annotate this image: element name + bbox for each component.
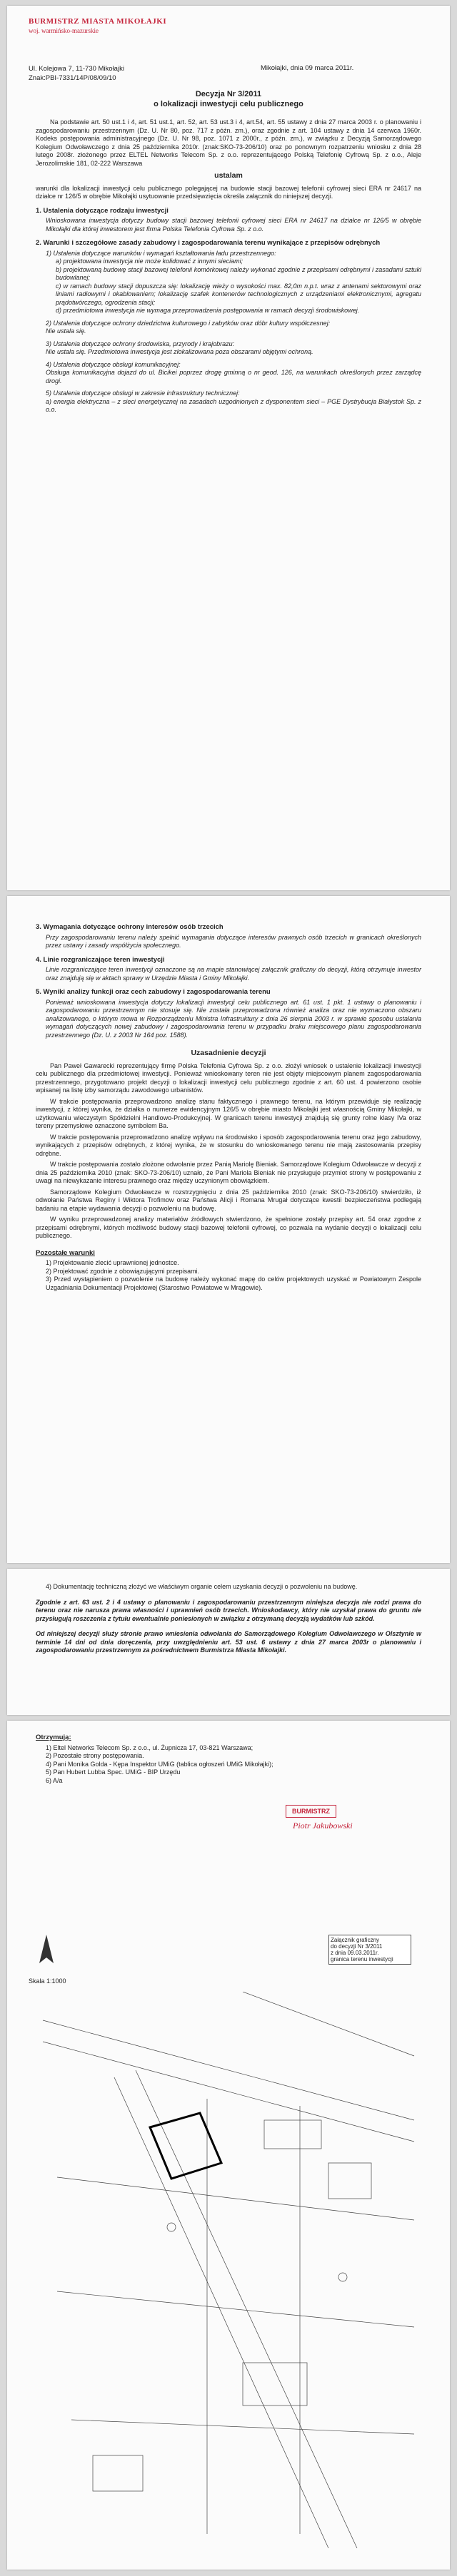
- section-2-heading: 2. Warunki i szczegółowe zasady zabudowy i zagospodarowania terenu wynikające z przepisów odrębnych: [36, 239, 381, 247]
- address-line: Ul. Kolejowa 7, 11-730 Mikołajki: [29, 65, 124, 73]
- signature-stamp: BURMISTRZ: [286, 1805, 336, 1818]
- decision-body-final: [36, 1583, 421, 1655]
- decision-subtitle: o lokalizacji inwestycji celu publicznego: [154, 100, 303, 108]
- section-3-text: Przy zagospodarowaniu terenu należy spełnić wymagania dotyczące interesów prawnych osób trzecich w granicach określonych przez ustawy i zasady współżycia społecznego.: [46, 933, 421, 949]
- section-5-heading: 5. Wyniki analizy funkcji oraz cech zabudowy i zagospodarowania terenu: [36, 988, 271, 996]
- list-item: c) w ramach budowy stacji dopuszcza się: lokalizację wieży o wysokości max. 82,0m n.p.t. wraz z antenami sektorowymi oraz liniami radiowymi i okablowaniem; lokalizację szafek kontenerów technologicznych z urządzeniami elektronicznymi, agregatu prądotwórczego, ogrodzenia stacji;: [56, 282, 421, 306]
- office-address: [29, 64, 124, 83]
- remaining-item: 3) Przed wystąpieniem o pozwolenie na budowę należy wykonać mapę do celów projektowych uzyskać w Powiatowym Zespole Uzgadniania Dokumentacji Projektowej (Starostwo Powiatowe w Mrągowie).: [46, 1276, 421, 1291]
- section-3-heading: 3. Wymagania dotyczące ochrony interesów osób trzecich: [36, 923, 224, 931]
- section-1-heading: 1. Ustalenia dotyczące rodzaju inwestycji: [36, 206, 169, 215]
- site-plan-map: [29, 1992, 428, 2548]
- legend-line: z dnia 09.03.2011r.: [331, 1950, 379, 1956]
- justification-paragraph: W trakcie postępowania przeprowadzono analizę stanu faktycznego i prawnego terenu, na którym przewiduje się realizację inwestycji, z której wynika, że działka o numerze ewidencyjnym 126/5 w obrębie miasto Mikołajki jest własnością Gminy Mikołajki, w użytkowaniu wieczystym Spółdzielni Handlowo-Produkcyjnej. W granicach terenu inwestycji znajdują się grunty rolne klasy IVa oraz tereny przemysłowe oznaczone symbolem Ba.: [36, 1097, 421, 1129]
- remaining-item: 4) Dokumentację techniczną złożyć we właściwym organie celem uzyskania decyzji o pozwoleniu na budowę.: [46, 1583, 358, 1590]
- remaining-conditions-heading: Pozostałe warunki: [36, 1248, 95, 1257]
- justification-paragraph: W trakcie postępowania przeprowadzono analizę wpływu na środowisko i sposób zagospodarowania terenu oraz jego zabudowy, wynikających z przepisów odrębnych, z której wynika, że w stosunku do wnioskowanego terenu nie mają zastosowania przepisy odrębne.: [36, 1133, 421, 1157]
- list-item: a) energia elektryczna – z sieci energetycznej na zasadach uzgodnionych z dysponentem sieci – PGE Dystrybucja Białystok Sp. z o.o.: [46, 397, 421, 413]
- decision-title: Decyzja Nr 3/2011: [195, 90, 262, 98]
- justification-paragraph: Pan Paweł Gawarecki reprezentujący firmę Polska Telefonia Cyfrowa Sp. z o.o. złożył wniosek o ustalenie lokalizacji inwestycji celu publicznego dla przedmiotowej inwestycji. Ponieważ wnioskowany teren nie jest objęty miejscowym planem zagospodarowania przestrzennego, przygotowano projekt decyzji o lokalizacji inwestycji celu publicznego zgodnie z art. 60 ust. 4 powierzono osobie wpisanej na listę izby samorządu zawodowego urbanistów.: [36, 1062, 421, 1094]
- decision-page-1: [7, 6, 450, 890]
- decision-body: [36, 118, 421, 414]
- map-scale: Skala 1:1000: [29, 1977, 66, 1985]
- list-item: 3) Ustalenia dotyczące ochrony środowiska, przyrody i krajobrazu:: [46, 340, 235, 347]
- section-1-text: Wnioskowana inwestycja dotyczy budowy stacji bazowej telefonii cyfrowej sieci ERA nr 24617 na działce nr 126/5 w obrębie Mikołajki dla której inwestorem jest firma Polska Telefonia Cyfrowa Sp. z o.o.: [46, 217, 421, 233]
- legal-basis: Na podstawie art. 50 ust.1 i 4, art. 51 ust.1, art. 52, art. 53 ust.3 i 4, art.54, art. 55 ustawy z dnia 27 marca 2003 r. o planowaniu i zagospodarowaniu przestrzennym (Dz. U. Nr 80, poz. 717 z późn. zm.), oraz zgodnie z art. 104 ustawy z dnia 14 czerwca 1960r. Kodeks postępowania administracyjnego (Dz. U. Nr 98, poz. 1071 z 2000r., z późn. zm.), w związku z Decyzją Samorządowego Kolegium Odwoławczego z dnia 25 października 2010r. (znak:SKO-73-206/10) oraz po ponownym rozpatrzeniu wniosku z dnia 28 lutego 2008r. złożonego przez ELTEL Networks Telecom Sp. z o.o. reprezentującego Polską Telefonię Cyfrową Sp. z o.o., Aleje Jerozolimskie 181, 02-222 Warszawa: [36, 118, 421, 167]
- decision-body-continued: [36, 917, 421, 1292]
- rights-clause: Zgodnie z art. 63 ust. 2 i 4 ustawy o planowaniu i zagospodarowaniu przestrzennym niniejsza decyzja nie rodzi prawa do terenu oraz nie narusza prawa własności i uprawnień osób trzecich. Wnioskodawcy, który nie uzyskał prawa do gruntu nie przysługują roszczenia z tytułu ewentualnie poniesionych w związku z otrzymaną decyzją wydatków lub szkód.: [36, 1598, 421, 1622]
- decision-page-3: [7, 1569, 450, 1715]
- list-item: 5) Ustalenia dotyczące obsługi w zakresie infrastruktury technicznej:: [46, 390, 240, 397]
- recipient-item: 6) A/a: [46, 1776, 63, 1784]
- decision-page-2: [7, 896, 450, 1563]
- decision-page-4: [7, 1721, 450, 2570]
- justification-paragraph: Samorządowe Kolegium Odwoławcze w rozstrzygnięciu z dnia 25 października 2010 (znak: SKO-73-206/10) stwierdziło, iż odwołanie Państwa Reginy i Wiktora Trofimow oraz Państwa Alicji i Romana Mrugał dotyczące kwestii bezpieczeństwa podlegają badaniu na etapie wydawania decyzji o pozwoleniu na budowę.: [36, 1188, 421, 1212]
- section-5-text: Ponieważ wnioskowana inwestycja dotyczy lokalizacji inwestycji celu publicznego art. 61 ust. 1 pkt. 1 ustawy o planowaniu i zagospodarowaniu przestrzennym nie stosuje się. Nie została przeprowadzona również analiza oraz nie wyznaczono obszaru analizowanego, o którym mowa w Rozporządzeniu Ministra Infrastruktury z dnia 26 sierpnia 2003 r. w sprawie sposobu ustalania wymagań dotyczących nowej zabudowy i zagospodarowania terenu w przypadku braku miejscowego planu zagospodarowania przestrzennego (Dz. U. z 2003 Nr 164 poz. 1588).: [46, 998, 421, 1039]
- recipient-item: 2) Pozostałe strony postępowania.: [46, 1752, 144, 1759]
- list-item: 4) Ustalenia dotyczące obsługi komunikacyjnej:: [46, 360, 181, 368]
- section-2-list: [36, 250, 421, 414]
- ustalam-heading: ustalam: [214, 171, 243, 180]
- justification-paragraph: W wyniku przeprowadzonej analizy materiałów źródłowych stwierdzono, że spełnione zostały przepisy art. 54 oraz zgodne z przepisami odrębnymi, których możliwość budowy stacji bazowej telefonii cyfrowej, co pozwala na wydanie decyzji o lokalizacji celu publicznego.: [36, 1216, 421, 1239]
- decision-date: Mikołajki, dnia 09 marca 2011r.: [261, 64, 354, 72]
- appeal-clause: Od niniejszej decyzji służy stronie prawo wniesienia odwołania do Samorządowego Kolegium Odwoławczego w Olsztynie w terminie 14 dni od dnia doręczenia, przy uwzględnieniu art. 53 ust. 6 ustawy z dnia 27 marca 2003r o planowaniu i zagospodarowaniu przestrzennym za pośrednictwem Burmistrza Miasta Mikołajki.: [36, 1630, 421, 1654]
- remaining-item: 1) Projektowanie zlecić uprawnionej jednostce.: [46, 1259, 179, 1266]
- region-stamp: woj. warmińsko-mazurskie: [29, 27, 99, 34]
- section-4-text: Linie rozgraniczające teren inwestycji oznaczone są na mapie stanowiącej załącznik graficzny do decyzji, którą otrzymuje inwestor oraz znajdują się w aktach sprawy w Urzędzie Miasta i Gminy Mikołajki.: [46, 966, 421, 982]
- map-legend: [328, 1935, 411, 1965]
- legend-line: granica terenu inwestycji: [331, 1956, 393, 1962]
- list-item: a) projektowana inwestycja nie może kolidować z innymi sieciami;: [56, 258, 243, 265]
- recipients-heading: Otrzymują:: [36, 1734, 71, 1741]
- justification-paragraph: W trakcie postępowania zostało złożone odwołanie przez Panią Mariolę Bieniak. Samorządowe Kolegium Odwoławcze w decyzji z dnia 25 października 2010 (znak: SKO-73-206/10) uznało, że Pani Mariola Bieniak nie przysługuje przymiot strony w postępowaniu z uwagi na niewykazanie interesu prawnego oraz między uczynionym obowiązkiem.: [36, 1161, 421, 1184]
- list-item: Obsługa komunikacyjna dojazd do ul. Bicikei poprzez drogę gminną o nr geod. 126, na warunkach określonych przez zarządcę drogi.: [46, 369, 421, 385]
- north-arrow-icon: [36, 1935, 57, 1970]
- list-item: b) projektowaną budowę stacji bazowej telefonii komórkowej należy wykonać zgodnie z przepisami odrębnymi i zasadami sztuki budowlanej;: [56, 265, 421, 281]
- list-item: d) przedmiotowa inwestycja nie wymaga przeprowadzenia postępowania w ramach decyzji środowiskowej.: [56, 307, 360, 314]
- legend-line: do decyzji Nr 3/2011: [331, 1943, 383, 1950]
- list-item: 1) Ustalenia dotyczące warunków i wymagań kształtowania ładu przestrzennego:: [46, 249, 276, 257]
- list-item: Nie ustala się. Przedmiotowa inwestycja jest zlokalizowana poza obszarami objętymi ochroną.: [46, 348, 313, 355]
- list-item: 2) Ustalenia dotyczące ochrony dziedzictwa kulturowego i zabytków oraz dóbr kultury współczesnej:: [46, 319, 331, 327]
- intro-paragraph: warunki dla lokalizacji inwestycji celu publicznego polegającej na budowie stacji bazowej telefonii cyfrowej sieci ERA nr 24617 na działce nr 126/5 w obrębie Mikołajki usytuowanie przedsięwzięcia określa załącznik do niniejszej decyzji.: [36, 184, 421, 200]
- mayor-stamp: BURMISTRZ MIASTA MIKOŁAJKI: [29, 17, 167, 26]
- remaining-item: 2) Projektować zgodnie z obowiązującymi przepisami.: [46, 1267, 200, 1275]
- recipient-item: 5) Pan Hubert Lubba Spec. UMiG - BIP Urzędu: [46, 1768, 181, 1776]
- handwritten-signature: Piotr Jakubowski: [293, 1821, 353, 1831]
- section-4-heading: 4. Linie rozgraniczające teren inwestycji: [36, 955, 165, 964]
- investment-site-boundary: [150, 2113, 221, 2179]
- justification-heading: Uzasadnienie decyzji: [191, 1049, 266, 1057]
- list-item: Nie ustala się.: [46, 327, 86, 335]
- reference-number: Znak:PBI-7331/14P/08/09/10: [29, 74, 116, 82]
- recipient-item: 1) Eltel Networks Telecom Sp. z o.o., ul. Żupnicza 17, 03-821 Warszawa;: [46, 1743, 253, 1751]
- recipients-block: [36, 1728, 293, 1785]
- legend-line: Załącznik graficzny: [331, 1937, 380, 1943]
- recipient-item: 4) Pani Monika Golda - Kępa Inspektor UMiG (tablica ogłoszeń UMiG Mikołajki);: [46, 1760, 273, 1768]
